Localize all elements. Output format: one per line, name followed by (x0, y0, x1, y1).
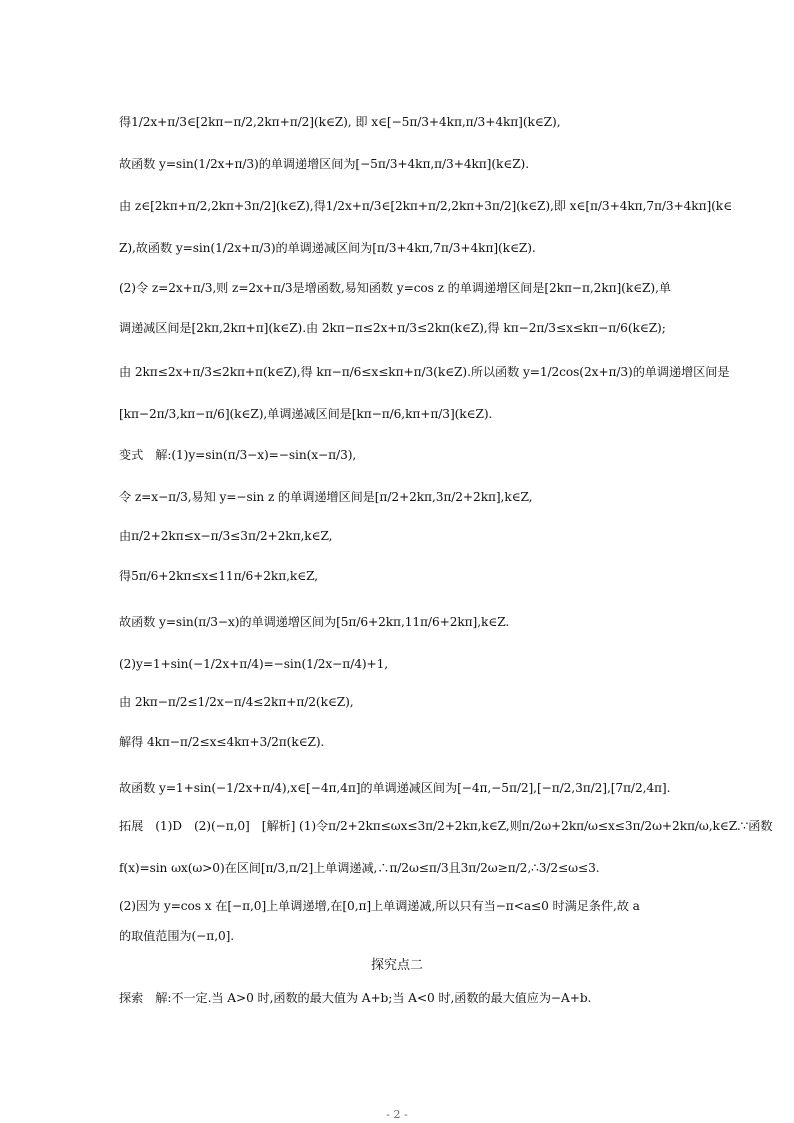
section-heading: 探究点二 (370, 958, 423, 973)
text-line: 拓展 (1)D (2)(−π,0] [解析] (1)令π/2+2kπ≤ωx≤3π/2+2kπ,k∈Z,则π/2ω+2kπ/ω≤x≤3π/2ω+2kπ/ω,k∈Z.∵函数 (119, 819, 773, 833)
text-line: [kπ−2π/3,kπ−π/6](k∈Z),单调递减区间是[kπ−π/6,kπ+π/3](k∈Z). (119, 407, 493, 421)
text-line: 探索 解:不一定.当 A>0 时,函数的最大值为 A+b;当 A<0 时,函数的最大值应为−A+b. (119, 991, 592, 1005)
text-line: 故函数 y=1+sin(−1/2x+π/4),x∈[−4π,4π]的单调递减区间为[−4π,−5π/2],[−π/2,3π/2],[7π/2,4π]. (119, 781, 671, 795)
text-line: 由 2kπ≤2x+π/3≤2kπ+π(k∈Z),得 kπ−π/6≤x≤kπ+π/3(k∈Z).所以函数 y=1/2cos(2x+π/3)的单调递增区间是 (119, 365, 730, 379)
text-line: 由 z∈[2kπ+π/2,2kπ+3π/2](k∈Z),得1/2x+π/3∈[2kπ+π/2,2kπ+3π/2](k∈Z),即 x∈[π/3+4kπ,7π/3+4kπ](k∈ (119, 199, 733, 213)
text-line: 故函数 y=sin(1/2x+π/3)的单调递增区间为[−5π/3+4kπ,π/3+4kπ](k∈Z). (119, 157, 529, 171)
text-line: 解得 4kπ−π/2≤x≤4kπ+3/2π(k∈Z). (119, 735, 325, 749)
text-line: 调递减区间是[2kπ,2kπ+π](k∈Z).由 2kπ−π≤2x+π/3≤2kπ(k∈Z),得 kπ−2π/3≤x≤kπ−π/6(k∈Z); (119, 321, 666, 335)
text-line: Z),故函数 y=sin(1/2x+π/3)的单调递减区间为[π/3+4kπ,7π/3+4kπ](k∈Z). (119, 241, 536, 255)
text-line: f(x)=sin ωx(ω>0)在区间[π/3,π/2]上单调递减,∴π/2ω≤π/3且3π/2ω≥π/2,∴3/2≤ω≤3. (119, 861, 600, 875)
text-line: 由π/2+2kπ≤x−π/3≤3π/2+2kπ,k∈Z, (119, 529, 333, 543)
text-line: 故函数 y=sin(π/3−x)的单调递增区间为[5π/6+2kπ,11π/6+2kπ],k∈Z. (119, 615, 510, 629)
page-number: - 2 - (386, 1108, 408, 1121)
text-line: (2)因为 y=cos x 在[−π,0]上单调递增,在[0,π]上单调递减,所以只有当−π<a≤0 时满足条件,故 a (119, 899, 640, 913)
text-line: 得5π/6+2kπ≤x≤11π/6+2kπ,k∈Z, (119, 569, 319, 583)
text-line: 令 z=x−π/3,易知 y=−sin z 的单调递增区间是[π/2+2kπ,3π/2+2kπ],k∈Z, (119, 490, 533, 504)
text-line: 的取值范围为(−π,0]. (119, 929, 235, 943)
text-line: (2)y=1+sin(−1/2x+π/4)=−sin(1/2x−π/4)+1, (119, 657, 389, 671)
text-line: (2)令 z=2x+π/3,则 z=2x+π/3是增函数,易知函数 y=cos z 的单调递增区间是[2kπ−π,2kπ](k∈Z),单 (119, 281, 671, 295)
text-line: 得1/2x+π/3∈[2kπ−π/2,2kπ+π/2](k∈Z), 即 x∈[−5π/3+4kπ,π/3+4kπ](k∈Z), (119, 115, 561, 129)
text-line: 由 2kπ−π/2≤1/2x−π/4≤2kπ+π/2(k∈Z), (119, 695, 354, 709)
text-line: 变式 解:(1)y=sin(π/3−x)=−sin(x−π/3), (119, 448, 357, 462)
